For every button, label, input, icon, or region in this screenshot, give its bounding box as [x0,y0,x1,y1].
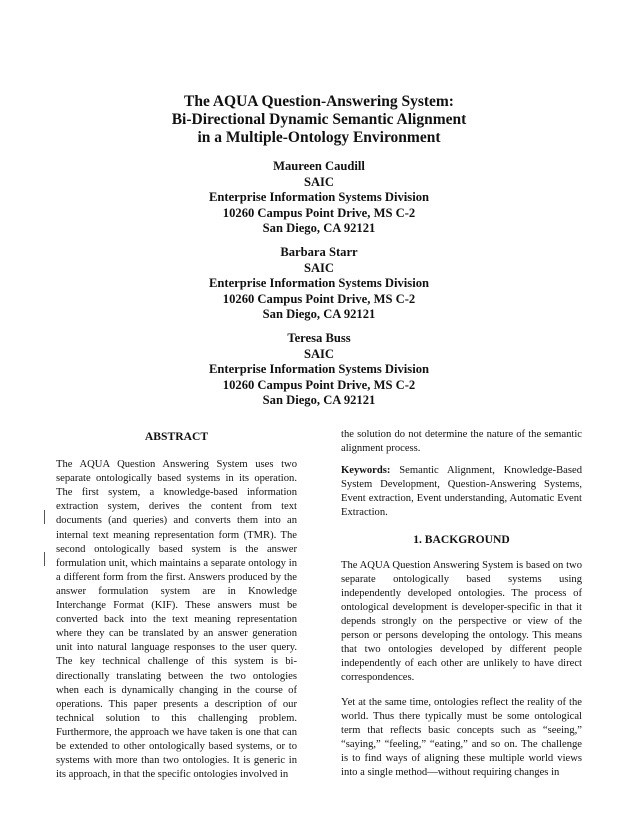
author-org: SAIC [303,346,335,361]
abstract-text: The AQUA Question Answering System uses two separate ontologically based systems in its operation. The first system, a knowledge-based information extraction system, derives the content from text documents (and queries) and converts them into an internal text meaning representation form (TMR). The second ontologically based system is the answer formulation unit, which maintains a separate ontology in a different form from the first. Answers produced by the answer formulation system are in Knowledge Interchange Format (KIF). These answers must be converted back into the text meaning representation where they can be translated by an answer generation unit into natural language responses to the user query. The key technical challenge of this system is bi-directionally translating between the two ontologies when each is dynamically changing in the course of operations. This paper presents a description of our technical solution to this challenging problem. Furthermore, the approach we have taken is one that can be extended to other ontologically based systems, or to systems with more than two ontologies. It is generic in its approach, in that the specific ontologies involved in [56,459,297,781]
author-division: Enterprise Information Systems Division [208,190,430,205]
author-org: SAIC [303,174,335,189]
author-city: San Diego, CA 92121 [262,221,376,236]
background-paragraph: The AQUA Question Answering System is based on two separate ontologically based systems using independently developed ontologies. The process of ontological development is developer-specific in that it depends strongly on the perspective or view of the person or persons developing the ontology. This means that two ontologies developed by different people independently of each other are unlikely to have direct correspondences. [341,559,582,684]
title-line: in a Multiple-Ontology Environment [197,129,441,146]
keywords-text: Semantic Alignment, Knowledge-Based System Development, Question-Answering Systems, Event extraction, Event understanding, Automatic Event Extraction. [341,465,582,519]
section-heading: 1. BACKGROUND [413,532,510,546]
author-name: Barbara Starr [280,245,358,259]
author-block [0,331,638,409]
keywords [341,464,582,520]
author-name: Maureen Caudill [273,159,365,173]
author-block [0,159,638,237]
author-org: SAIC [303,260,335,275]
author-city: San Diego, CA 92121 [262,393,376,408]
change-bar [44,510,45,524]
author-city: San Diego, CA 92121 [262,307,376,322]
abstract-heading: ABSTRACT [144,430,209,443]
author-division: Enterprise Information Systems Division [208,276,430,291]
author-division: Enterprise Information Systems Division [208,362,430,377]
abstract-continuation: the solution do not determine the nature of the semantic alignment process. [341,429,582,455]
author-name: Teresa Buss [287,331,351,345]
left-column [56,430,297,782]
author-block [0,245,638,323]
right-column [341,428,582,780]
paper-title [0,93,638,147]
title-line: The AQUA Question-Answering System: [184,93,454,110]
author-address: 10260 Campus Point Drive, MS C-2 [222,205,416,220]
background-paragraph: Yet at the same time, ontologies reflect the reality of the world. Thus there typically must be some ontological term that reflects basic concepts such as “seeing,” “saying,” “feeling,” “eating,” and so on. The challenge is to find ways of aligning these multiple world views into a single method—without requiring changes in [341,696,582,778]
author-address: 10260 Campus Point Drive, MS C-2 [222,377,416,392]
author-address: 10260 Campus Point Drive, MS C-2 [222,291,416,306]
change-bar [44,552,45,566]
title-line: Bi-Directional Dynamic Semantic Alignment [171,111,467,128]
keywords-label: Keywords: [341,465,391,477]
